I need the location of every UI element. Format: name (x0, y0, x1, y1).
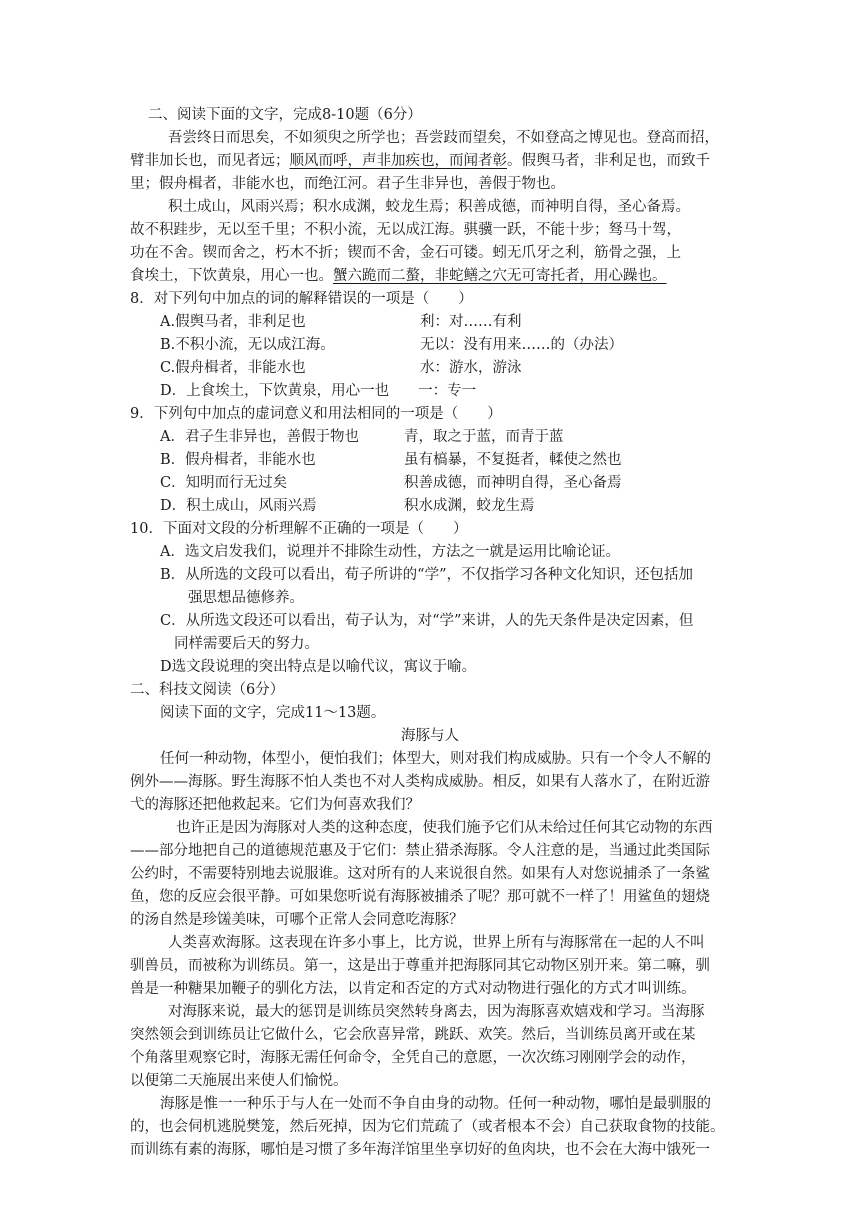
section-intro: 阅读下面的文字，完成11～13题。 (160, 705, 386, 721)
passage-line (130, 150, 710, 172)
article-line: ——部分地把自己的道德规范惠及于它们：禁止猎杀海豚。令人注意的是，当通过此类国际 (130, 843, 710, 859)
underlined-sentence: 顺风而呼，声非加疾也，而闻者彰 (289, 153, 507, 169)
option-b-meaning: 无以：没有用来……的（办法） (420, 337, 623, 353)
option-c: C.假舟楫者，非能水也 (160, 360, 306, 376)
article-line: 弋的海豚还把他救起来。它们为何喜欢我们？ (130, 797, 420, 813)
article-line: 的汤自然是珍馐美味，可哪个正常人会同意吃海豚？ (130, 912, 464, 928)
passage-line: 功在不舍。锲而舍之，朽木不折；锲而不舍，金石可镂。蚓无爪牙之利，筋骨之强，上 (130, 245, 681, 261)
option-a: A．选文启发我们，说理并不排除生动性，方法之一就是运用比喻论证。 (160, 544, 620, 560)
article-line: 鱼，您的反应会很平静。可如果您听说有海豚被捕杀了呢？那可就不一样了！用鲨鱼的翅烧 (130, 889, 710, 905)
option-c-cont: 同样需要后天的努力。 (174, 636, 319, 652)
option-b: B.不积小流，无以成江海。 (160, 337, 335, 353)
article-line: 的，也会伺机逃脱樊笼，然后死掉，因为它们荒疏了（或者根本不会）自己获取食物的技能。 (130, 1119, 725, 1135)
question-9: 9．下列句中加点的虚词意义和用法相同的一项是（ ） (130, 406, 502, 422)
article-line: 兽是一种糖果加鞭子的驯化方法，以肯定和否定的方式对动物进行强化的方式才叫训练。 (130, 981, 696, 997)
option-d: D．上食埃土，下饮黄泉，用心一也 一：专一 (160, 383, 477, 399)
underlined-sentence: 蟹六跪而二螯，非蛇鳝之穴无可寄托者，用心躁也。 (333, 268, 667, 284)
article-line: 而训练有素的海豚，哪怕是习惯了多年海洋馆里坐享切好的鱼肉块，也不会在大海中饿死一 (130, 1142, 710, 1158)
question-8: 8．对下列句中加点的词的解释错误的一项是（ ） (130, 291, 473, 307)
passage-text: 臂非加长也，而见者远； (130, 153, 290, 169)
article-line: 人类喜欢海豚。这表现在许多小事上，比方说，世界上所有与海豚常在一起的人不叫 (168, 935, 705, 951)
article-line: 公约时，不需要特别地去说服谁。这对所有的人来说很自然。如果有人对您说捕杀了一条鲨 (130, 866, 710, 882)
option-b: B．假舟楫者，非能水也 (160, 452, 316, 468)
option-c: C．从所选文段还可以看出，荀子认为，对“学”来讲，人的先天条件是决定因素，但 (160, 613, 694, 629)
option-d: D选文段说理的突出特点是以喻代议，寓议于喻。 (160, 659, 477, 675)
article-title: 海豚与人 (401, 728, 459, 744)
article-line: 突然领会到训练员让它做什么，它会欣喜异常，跳跃、欢笑。然后，当训练员离开或在某 (130, 1027, 696, 1043)
option-a: A.假舆马者，非利足也 (160, 314, 306, 330)
option-c: C．知明而行无过矣 (160, 475, 288, 491)
option-d-compare: 积水成渊，蛟龙生焉 (404, 498, 535, 514)
option-b: B．从所选的文段可以看出，荀子所讲的“学”，不仅指学习各种文化知识，还包括加 (160, 567, 693, 583)
passage-text: 食埃土，下饮黄泉，用心一也。 (130, 268, 333, 284)
passage-line: 故不积跬步，无以至千里；不积小流，无以成江海。骐骥一跃，不能十步；驽马十驾， (130, 222, 681, 238)
option-b-compare: 虽有槁暴，不复挺者，輮使之然也 (404, 452, 622, 468)
question-10: 10．下面对文段的分析理解不正确的一项是（ ） (130, 521, 468, 537)
passage-line (130, 265, 667, 287)
option-b-cont: 强思想品德修养。 (188, 590, 304, 606)
option-a-meaning: 利：对……有利 (420, 314, 522, 330)
option-a-compare: 青，取之于蓝，而青于蓝 (404, 429, 564, 445)
article-line: 对海豚来说，最大的惩罚是训练员突然转身离去，因为海豚喜欢嬉戏和学习。当海豚 (168, 1004, 705, 1020)
article-line: 以便第二天施展出来使人们愉悦。 (130, 1073, 348, 1089)
option-c-meaning: 水：游水，游泳 (420, 360, 522, 376)
article-line: 也许正是因为海豚对人类的这种态度，使我们施予它们从未给过任何其它动物的东西 (176, 820, 713, 836)
article-line: 个角落里观察它时，海豚无需任何命令，全凭自己的意愿，一次次练习刚刚学会的动作， (130, 1050, 696, 1066)
passage-line: 吾尝终日而思矣，不如须臾之所学也；吾尝跂而望矣，不如登高之博见也。登高而招， (168, 130, 719, 146)
article-line: 驯兽员，而被称为训练员。第一，这是出于尊重并把海豚同其它动物区别开来。第二嘛，驯 (130, 958, 710, 974)
option-d: D．积土成山，风雨兴焉 (160, 498, 317, 514)
option-a: A．君子生非异也，善假于物也 (160, 429, 359, 445)
article-line: 任何一种动物，体型小，便怕我们；体型大，则对我们构成威胁。只有一个令人不解的 (160, 751, 711, 767)
passage-line: 积土成山，风雨兴焉；积水成渊，蛟龙生焉；积善成德，而神明自得，圣心备焉。 (168, 199, 690, 215)
article-line: 海豚是惟一一种乐于与人在一处而不争自由身的动物。任何一种动物，哪怕是最驯服的 (160, 1096, 711, 1112)
option-c-compare: 积善成德，而神明自得，圣心备焉 (404, 475, 622, 491)
passage-text: 。假舆马者，非利足也，而致千 (507, 153, 710, 169)
section-heading: 二、科技文阅读（6分） (130, 682, 285, 698)
article-line: 例外——海豚。野生海豚不怕人类也不对人类构成威胁。相反，如果有人落水了，在附近游 (130, 774, 710, 790)
section-heading: 二、阅读下面的文字，完成8-10题（6分） (148, 107, 422, 123)
passage-line: 里；假舟楫者，非能水也，而绝江河。君子生非异也，善假于物也。 (130, 176, 565, 192)
